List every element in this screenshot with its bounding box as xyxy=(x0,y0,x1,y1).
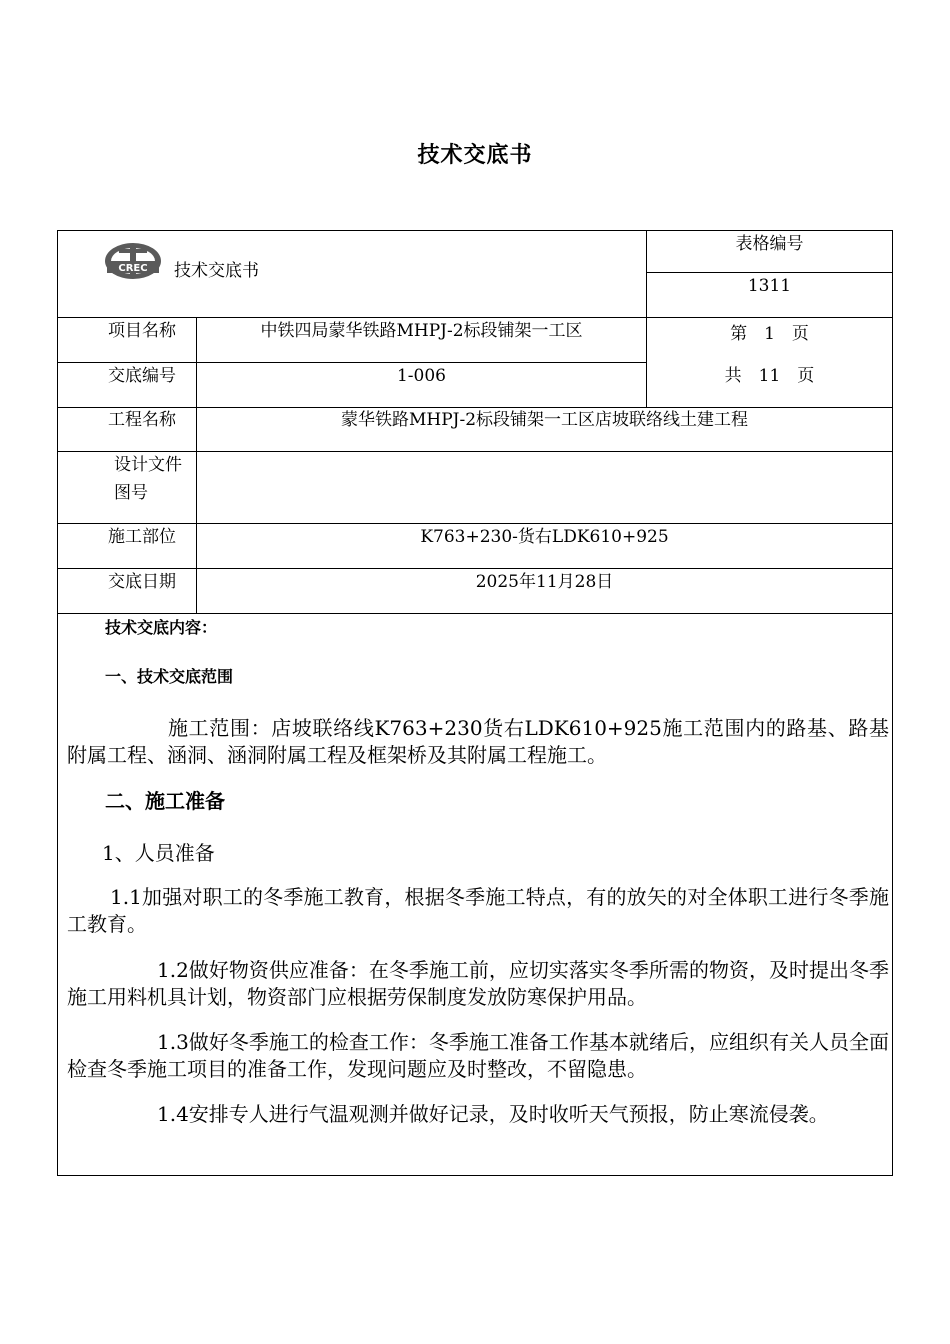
row-divider xyxy=(58,568,892,569)
page-title: 技术交底书 xyxy=(417,143,533,168)
project-name-label: 项目名称 xyxy=(108,321,176,341)
date-value: 2025年11月28日 xyxy=(475,572,614,592)
work-name-label: 工程名称 xyxy=(108,410,176,430)
location-value: K763+230-货右LDK610+925 xyxy=(420,527,669,547)
handover-number-value: 1-006 xyxy=(396,366,446,386)
section-2-title: 二、施工准备 xyxy=(105,789,225,813)
page-current: 第 1 页 xyxy=(730,324,809,344)
row-divider xyxy=(58,362,646,363)
form-number-value: 1311 xyxy=(747,276,792,296)
location-label: 施工部位 xyxy=(108,527,176,547)
row-divider xyxy=(58,451,892,452)
form-number-label: 表格编号 xyxy=(735,234,804,254)
row-divider xyxy=(58,523,892,524)
design-doc-label-line1: 设计文件 xyxy=(114,455,182,475)
work-name-value: 蒙华铁路MHPJ-2标段铺架一工区店坡联络线土建工程 xyxy=(340,410,749,430)
item-1-1: 1.1加强对职工的冬季施工教育，根据冬季施工特点，有的放矢的对全体职工进行冬季施工教育。 xyxy=(67,885,889,936)
logo-text: CREC xyxy=(118,263,148,274)
item-1-4: 1.4安排专人进行气温观测并做好记录，及时收听天气预报，防止寒流侵袭。 xyxy=(157,1102,829,1126)
row-divider xyxy=(58,317,892,318)
crec-logo xyxy=(104,241,162,281)
subsection-1-title: 1、人员准备 xyxy=(102,841,215,865)
date-label: 交底日期 xyxy=(108,572,176,592)
design-doc-label-line2: 图号 xyxy=(114,483,148,503)
project-name-value: 中铁四局蒙华铁路MHPJ-2标段铺架一工区 xyxy=(260,321,583,341)
section-1-text: 施工范围：店坡联络线K763+230货右LDK610+925施工范围内的路基、路基附属工程、涵洞、涵洞附属工程及框架桥及其附属工程施工。 xyxy=(67,716,889,767)
form-title: 技术交底书 xyxy=(174,261,259,281)
item-1-3: 1.3做好冬季施工的检查工作：冬季施工准备工作基本就绪后，应组织有关人员全面检查冬季施工项目的准备工作，发现问题应及时整改，不留隐患。 xyxy=(67,1030,889,1081)
item-1-2: 1.2做好物资供应准备：在冬季施工前，应切实落实冬季所需的物资，及时提出冬季施工用料机具计划，物资部门应根据劳保制度发放防寒保护用品。 xyxy=(67,958,889,1009)
section-1-title: 一、技术交底范围 xyxy=(105,667,234,686)
content-heading: 技术交底内容： xyxy=(105,618,218,637)
page-total: 共 11 页 xyxy=(724,366,815,386)
handover-form xyxy=(57,230,893,1176)
row-divider xyxy=(646,272,892,273)
row-divider xyxy=(58,613,892,614)
handover-number-label: 交底编号 xyxy=(108,366,176,386)
